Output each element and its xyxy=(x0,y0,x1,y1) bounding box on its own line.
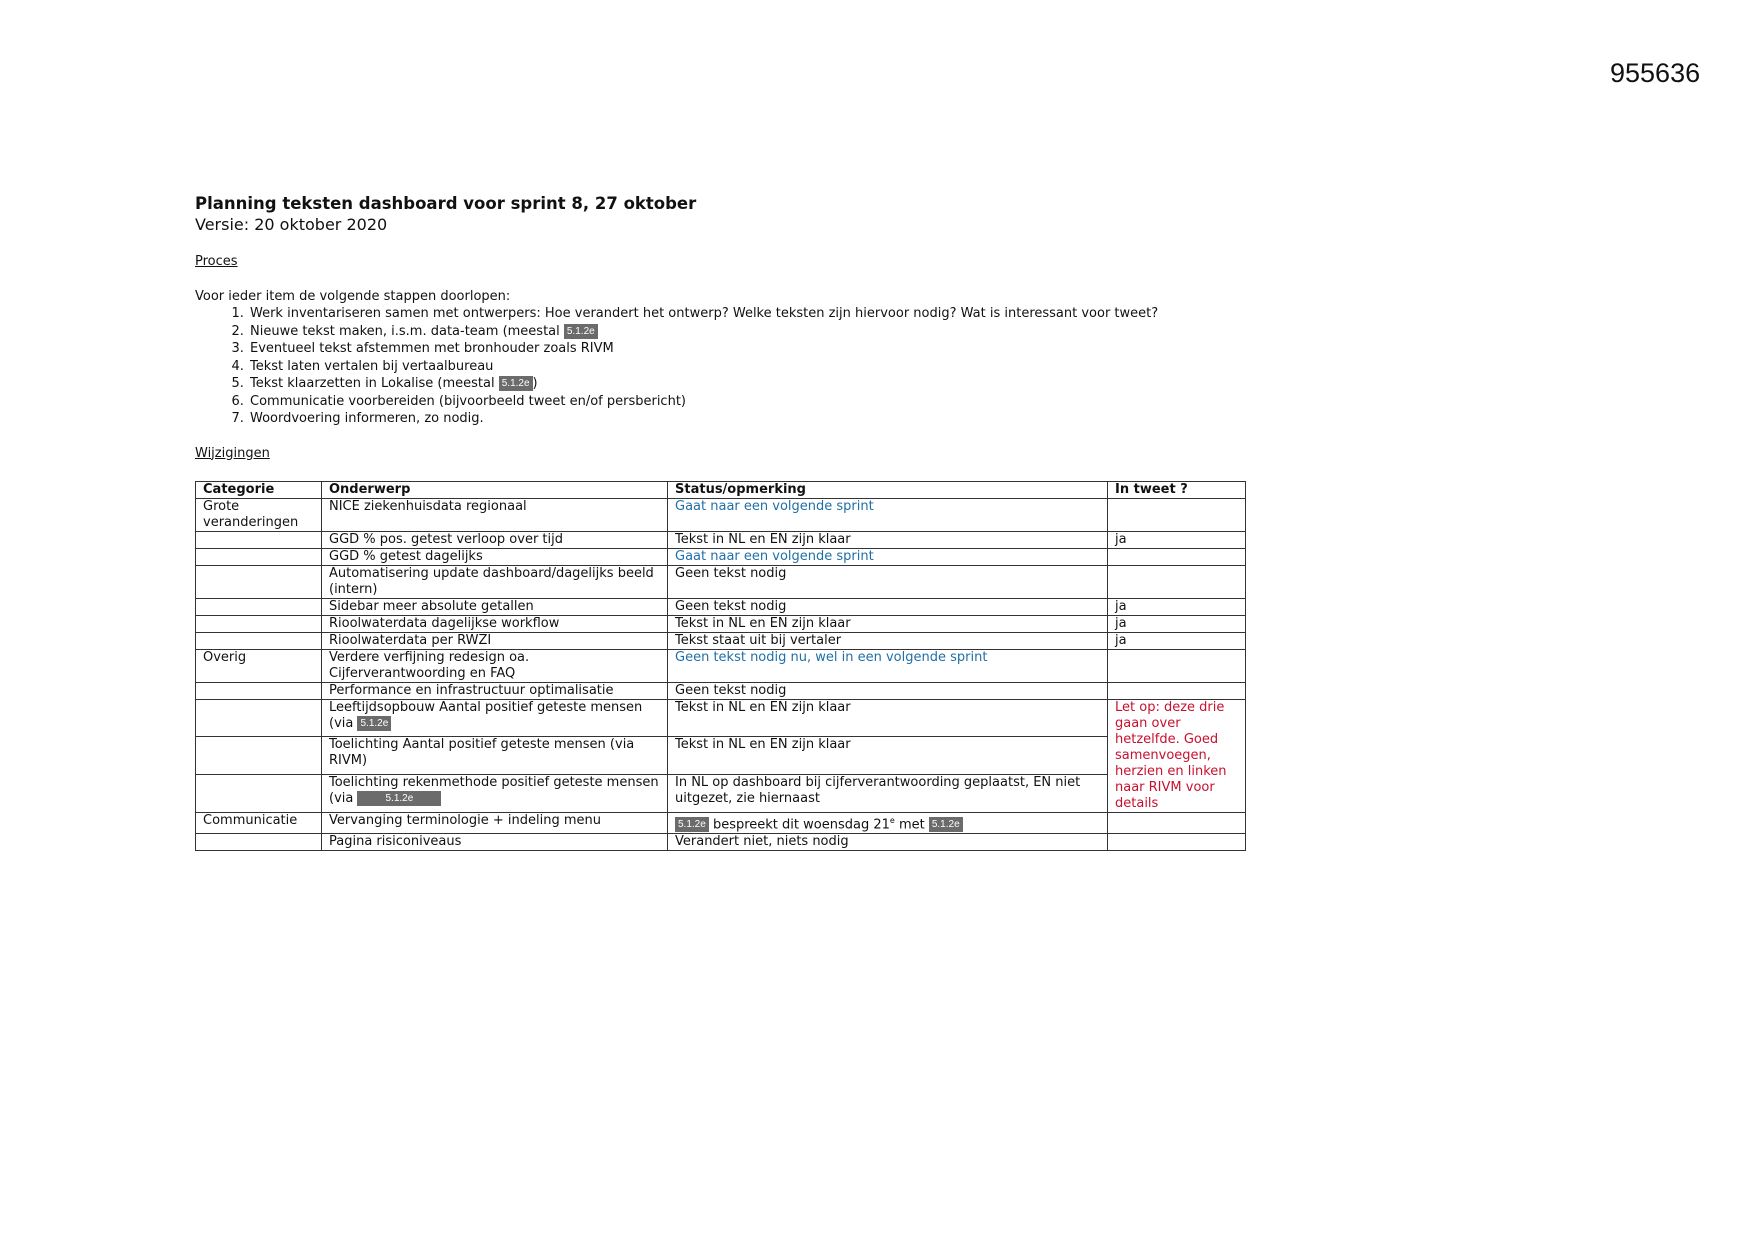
table-row xyxy=(196,565,1246,598)
cell-category xyxy=(196,682,322,699)
column-header-tweet: In tweet ? xyxy=(1108,481,1246,498)
cell-tweet: ja xyxy=(1108,632,1246,649)
cell-category xyxy=(196,699,322,737)
changes-heading: Wijzigingen xyxy=(195,445,270,461)
cell-subject: Vervanging terminologie + indeling menu xyxy=(322,812,668,833)
cell-status: Geen tekst nodig nu, wel in een volgende sprint xyxy=(668,649,1108,682)
table-row xyxy=(196,737,1246,775)
cell-subject: NICE ziekenhuisdata regionaal xyxy=(322,498,668,531)
cell-category xyxy=(196,833,322,850)
cell-category xyxy=(196,598,322,615)
cell-category xyxy=(196,774,322,812)
cell-tweet: ja xyxy=(1108,531,1246,548)
table-row xyxy=(196,774,1246,812)
table-row xyxy=(196,812,1246,833)
cell-category xyxy=(196,531,322,548)
redaction-box: 5.1.2e xyxy=(499,376,533,391)
cell-status: 5.1.2e bespreekt dit woensdag 21e met 5.1.2e xyxy=(668,812,1108,833)
cell-tweet xyxy=(1108,833,1246,850)
cell-status: Geen tekst nodig xyxy=(668,682,1108,699)
step-4: 4. Tekst laten vertalen bij vertaalbureau xyxy=(248,358,1255,376)
redaction-box: 5.1.2e xyxy=(357,791,441,806)
cell-tweet xyxy=(1108,498,1246,531)
table-row xyxy=(196,699,1246,737)
cell-status: In NL op dashboard bij cijferverantwoording geplaatst, EN niet uitgezet, zie hiernaast xyxy=(668,774,1108,812)
document-version: Versie: 20 oktober 2020 xyxy=(195,215,388,234)
cell-status: Geen tekst nodig xyxy=(668,598,1108,615)
cell-subject: Rioolwaterdata dagelijkse workflow xyxy=(322,615,668,632)
step-2: 2. Nieuwe tekst maken, i.s.m. data-team (meestal 5.1.2e xyxy=(248,323,1255,341)
cell-category xyxy=(196,615,322,632)
table-row xyxy=(196,682,1246,699)
step-6: 6. Communicatie voorbereiden (bijvoorbeeld tweet en/of persbericht) xyxy=(248,393,1255,411)
column-header-category: Categorie xyxy=(196,481,322,498)
cell-subject: GGD % pos. getest verloop over tijd xyxy=(322,531,668,548)
cell-subject: Pagina risiconiveaus xyxy=(322,833,668,850)
cell-subject: Rioolwaterdata per RWZI xyxy=(322,632,668,649)
cell-status: Gaat naar een volgende sprint xyxy=(668,498,1108,531)
table-row xyxy=(196,598,1246,615)
step-1: 1. Werk inventariseren samen met ontwerpers: Hoe verandert het ontwerp? Welke teksten zijn hiervoor nodig? Wat is interessant voor tweet? xyxy=(248,305,1255,323)
cell-category xyxy=(196,565,322,598)
cell-category: Grote veranderingen xyxy=(196,498,322,531)
cell-status: Geen tekst nodig xyxy=(668,565,1108,598)
cell-subject: Automatisering update dashboard/dagelijks beeld (intern) xyxy=(322,565,668,598)
cell-subject: Leeftijdsopbouw Aantal positief geteste mensen (via 5.1.2e xyxy=(322,699,668,737)
redaction-box: 5.1.2e xyxy=(357,716,391,731)
process-intro: Voor ieder item de volgende stappen doorlopen: xyxy=(195,289,511,304)
cell-tweet xyxy=(1108,565,1246,598)
table-row xyxy=(196,649,1246,682)
cell-category xyxy=(196,737,322,775)
redaction-box: 5.1.2e xyxy=(675,817,709,832)
cell-subject: Verdere verfijning redesign oa. Cijferverantwoording en FAQ xyxy=(322,649,668,682)
cell-tweet xyxy=(1108,649,1246,682)
cell-tweet xyxy=(1108,812,1246,833)
cell-status: Tekst in NL en EN zijn klaar xyxy=(668,737,1108,775)
document-body xyxy=(195,193,1255,851)
cell-tweet xyxy=(1108,548,1246,565)
process-heading: Proces xyxy=(195,254,238,269)
cell-subject: GGD % getest dagelijks xyxy=(322,548,668,565)
cell-subject: Sidebar meer absolute getallen xyxy=(322,598,668,615)
cell-tweet xyxy=(1108,682,1246,699)
changes-table xyxy=(195,481,1246,851)
process-steps xyxy=(195,305,1255,428)
cell-status: Tekst in NL en EN zijn klaar xyxy=(668,531,1108,548)
table-row xyxy=(196,632,1246,649)
cell-category: Overig xyxy=(196,649,322,682)
step-3: 3. Eventueel tekst afstemmen met bronhouder zoals RIVM xyxy=(248,340,1255,358)
cell-status: Gaat naar een volgende sprint xyxy=(668,548,1108,565)
cell-status: Tekst in NL en EN zijn klaar xyxy=(668,699,1108,737)
cell-subject: Toelichting rekenmethode positief geteste mensen (via 5.1.2e xyxy=(322,774,668,812)
table-header-row xyxy=(196,481,1246,498)
table-row xyxy=(196,498,1246,531)
column-header-status: Status/opmerking xyxy=(668,481,1108,498)
table-row xyxy=(196,531,1246,548)
cell-category xyxy=(196,632,322,649)
step-7: 7. Woordvoering informeren, zo nodig. xyxy=(248,410,1255,428)
document-id: 955636 xyxy=(1610,58,1701,88)
table-row xyxy=(196,615,1246,632)
merged-note-cell: Let op: deze drie gaan over hetzelfde. Goed samenvoegen, herzien en linken naar RIVM voor details xyxy=(1108,699,1246,812)
cell-category: Communicatie xyxy=(196,812,322,833)
cell-subject: Toelichting Aantal positief geteste mensen (via RIVM) xyxy=(322,737,668,775)
cell-status: Tekst staat uit bij vertaler xyxy=(668,632,1108,649)
cell-tweet: ja xyxy=(1108,615,1246,632)
column-header-subject: Onderwerp xyxy=(322,481,668,498)
cell-status: Tekst in NL en EN zijn klaar xyxy=(668,615,1108,632)
redaction-box: 5.1.2e xyxy=(929,817,963,832)
redaction-box: 5.1.2e xyxy=(564,324,598,339)
cell-tweet: ja xyxy=(1108,598,1246,615)
cell-status: Verandert niet, niets nodig xyxy=(668,833,1108,850)
cell-category xyxy=(196,548,322,565)
document-title: Planning teksten dashboard voor sprint 8, 27 oktober xyxy=(195,194,697,213)
step-5: 5. Tekst klaarzetten in Lokalise (meestal 5.1.2e ) xyxy=(248,375,1255,393)
table-row xyxy=(196,833,1246,850)
table-row xyxy=(196,548,1246,565)
cell-subject: Performance en infrastructuur optimalisatie xyxy=(322,682,668,699)
